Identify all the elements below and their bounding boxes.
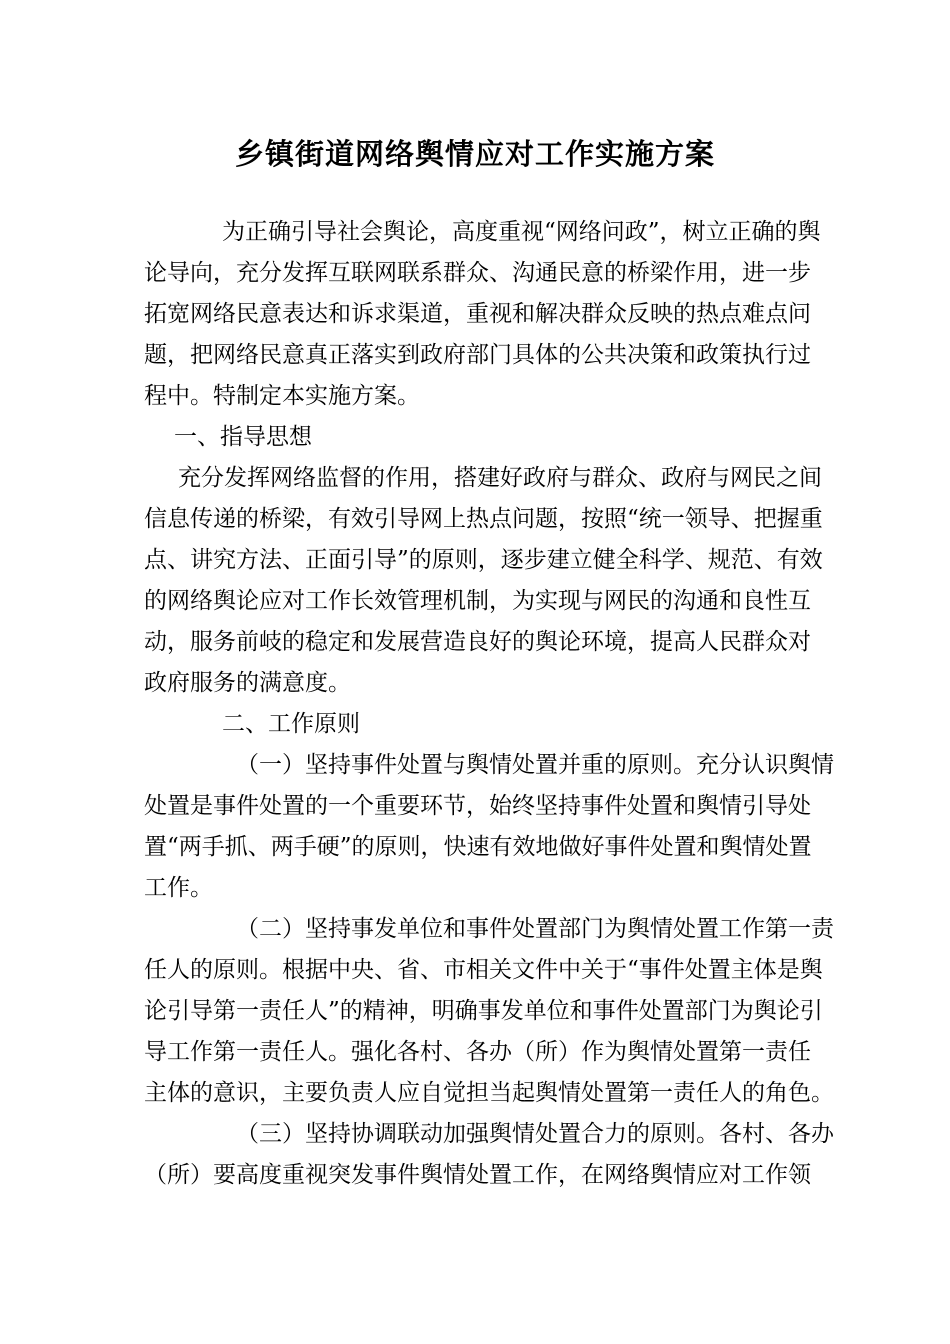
paragraph-line: 程中。特制定本实施方案。	[144, 383, 420, 409]
paragraph-line: 动，服务前岐的稳定和发展营造良好的舆论环境，提高人民群众对	[144, 629, 811, 655]
paragraph-line: 点、讲究方法、正面引导”的原则，逐步建立健全科学、规范、有效	[144, 547, 823, 573]
paragraph-line: 导工作第一责任人。强化各村、各办（所）作为舆情处置第一责任	[144, 1039, 811, 1065]
paragraph-line: 论导向，充分发挥互联网联系群众、沟通民意的桥梁作用，进一步	[144, 260, 811, 286]
paragraph-line: 论引导第一责任人”的精神，明确事发单位和事件处置部门为舆论引	[144, 998, 823, 1024]
paragraph-line: （二）坚持事发单位和事件处置部门为舆情处置工作第一责	[236, 916, 834, 942]
section-heading: 二、工作原则	[222, 711, 360, 737]
paragraph-line: 置“两手抓、两手硬”的原则，快速有效地做好事件处置和舆情处置	[144, 834, 812, 860]
paragraph-line: 信息传递的桥梁，有效引导网上热点问题，按照“统一领导、把握重	[144, 506, 823, 532]
paragraph-line: （一）坚持事件处置与舆情处置并重的原则。充分认识舆情	[236, 752, 834, 778]
paragraph-line: 政府服务的满意度。	[144, 670, 351, 696]
paragraph-line: 拓宽网络民意表达和诉求渠道，重视和解决群众反映的热点难点问	[144, 301, 811, 327]
paragraph-line: （所）要高度重视突发事件舆情处置工作，在网络舆情应对工作领	[144, 1162, 811, 1188]
paragraph-line: 任人的原则。根据中央、省、市相关文件中关于“事件处置主体是舆	[144, 957, 823, 983]
paragraph-line: 主体的意识，主要负责人应自觉担当起舆情处置第一责任人的角色。	[144, 1080, 834, 1106]
paragraph-line: 为正确引导社会舆论，高度重视“网络问政”，树立正确的舆	[222, 219, 821, 245]
paragraph-line: 工作。	[144, 875, 213, 901]
paragraph-line: （三）坚持协调联动加强舆情处置合力的原则。各村、各办	[236, 1121, 834, 1147]
paragraph-line: 处置是事件处置的一个重要环节，始终坚持事件处置和舆情引导处	[144, 793, 811, 819]
paragraph-line: 题，把网络民意真正落实到政府部门具体的公共决策和政策执行过	[144, 342, 811, 368]
document-body	[144, 212, 834, 1196]
paragraph-line: 充分发挥网络监督的作用，搭建好政府与群众、政府与网民之间	[178, 465, 822, 491]
paragraph-line: 的网络舆论应对工作长效管理机制，为实现与网民的沟通和良性互	[144, 588, 811, 614]
section-heading: 一、指导思想	[174, 424, 312, 450]
document-title: 乡镇街道网络舆情应对工作实施方案	[234, 137, 715, 171]
